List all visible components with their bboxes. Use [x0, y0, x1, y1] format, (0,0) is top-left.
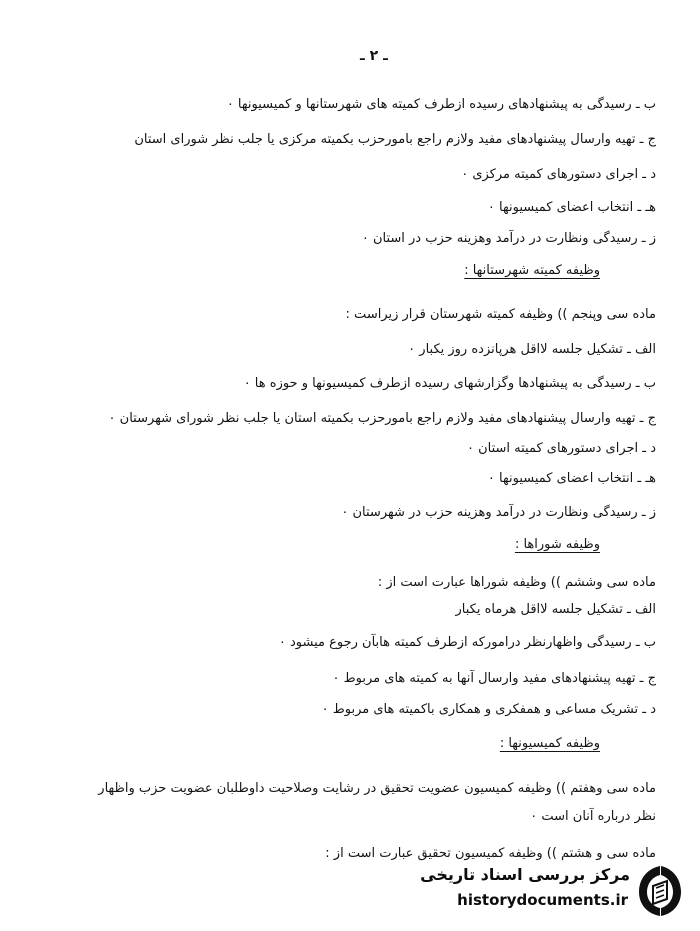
footer-watermark — [422, 859, 692, 923]
text-line: الف ـ تشکیل جلسه لااقل هرپانزده روز یکبار ۰ — [408, 342, 656, 357]
text-line: الف ـ تشکیل جلسه لااقل هرماه یکبار — [455, 602, 656, 617]
text-line: د ـ اجرای دستورهای کمیته مرکزی ۰ — [461, 167, 656, 182]
text-line: ماده سی وپنجم )) وظیفه کمیته شهرستان قرار زیراست : — [345, 307, 656, 322]
text-line: ماده سی وششم )) وظیفه شوراها عبارت است از : — [377, 575, 656, 590]
text-line: ز ـ رسیدگی ونظارت در درآمد وهزینه حزب در شهرستان ۰ — [341, 505, 656, 520]
text-line: ب ـ رسیدگی واظهارنظر درامورکه ازطرف کمیته هابآن رجوع میشود ۰ — [278, 635, 656, 650]
book-logo-icon — [634, 863, 686, 919]
section-heading: وظیفه کمیته شهرستانها : — [464, 263, 600, 278]
footer-title: مرکز بررسی اسناد تاریخی — [420, 865, 630, 884]
text-line: ج ـ تهیه وارسال پیشنهادهای مفید ولازم راجع بامورحزب بکمیته مرکزی یا جلب نظر شورای استان — [134, 132, 656, 147]
section-heading: وظیفه کمیسیونها : — [499, 736, 600, 751]
text-line: ب ـ رسیدگی به پیشنهادها وگزارشهای رسیده ازطرف کمیسیونها و حوزه ها ۰ — [243, 376, 656, 391]
footer-url: historydocuments.ir — [457, 891, 628, 909]
text-line: ج ـ تهیه وارسال پیشنهادهای مفید ولازم راجع بامورحزب بکمیته استان یا جلب نظر شورای شهرستان ۰ — [108, 411, 656, 426]
text-line: هـ ـ انتخاب اعضای کمیسیونها ۰ — [487, 471, 656, 486]
text-line: ج ـ تهیه پیشنهادهای مفید وارسال آنها به کمیته های مربوط ۰ — [332, 671, 656, 686]
text-line: ماده سی و هشتم )) وظیفه کمیسیون تحقیق عبارت است از : — [325, 846, 656, 861]
text-line: ماده سی وهفتم )) وظیفه کمیسیون عضویت تحقیق در رشایت وصلاحیت داوطلبان عضویت حزب واظهار — [98, 781, 656, 796]
text-line: هـ ـ انتخاب اعضای کمیسیونها ۰ — [487, 200, 656, 215]
text-line: نظر درباره آنان است ۰ — [530, 809, 656, 824]
text-line: د ـ اجرای دستورهای کمیته استان ۰ — [466, 441, 656, 456]
section-heading: وظیفه شوراها : — [514, 537, 600, 552]
text-line: د ـ تشریک مساعی و همفکری و همکاری باکمیته های مربوط ۰ — [321, 702, 656, 717]
page-number: ـ ۲ ـ — [360, 48, 388, 64]
text-line: ز ـ رسیدگی ونظارت در درآمد وهزینه حزب در استان ۰ — [361, 231, 656, 246]
text-line: ب ـ رسیدگی به پیشنهادهای رسیده ازطرف کمیته های شهرستانها و کمیسیونها ۰ — [226, 97, 656, 112]
